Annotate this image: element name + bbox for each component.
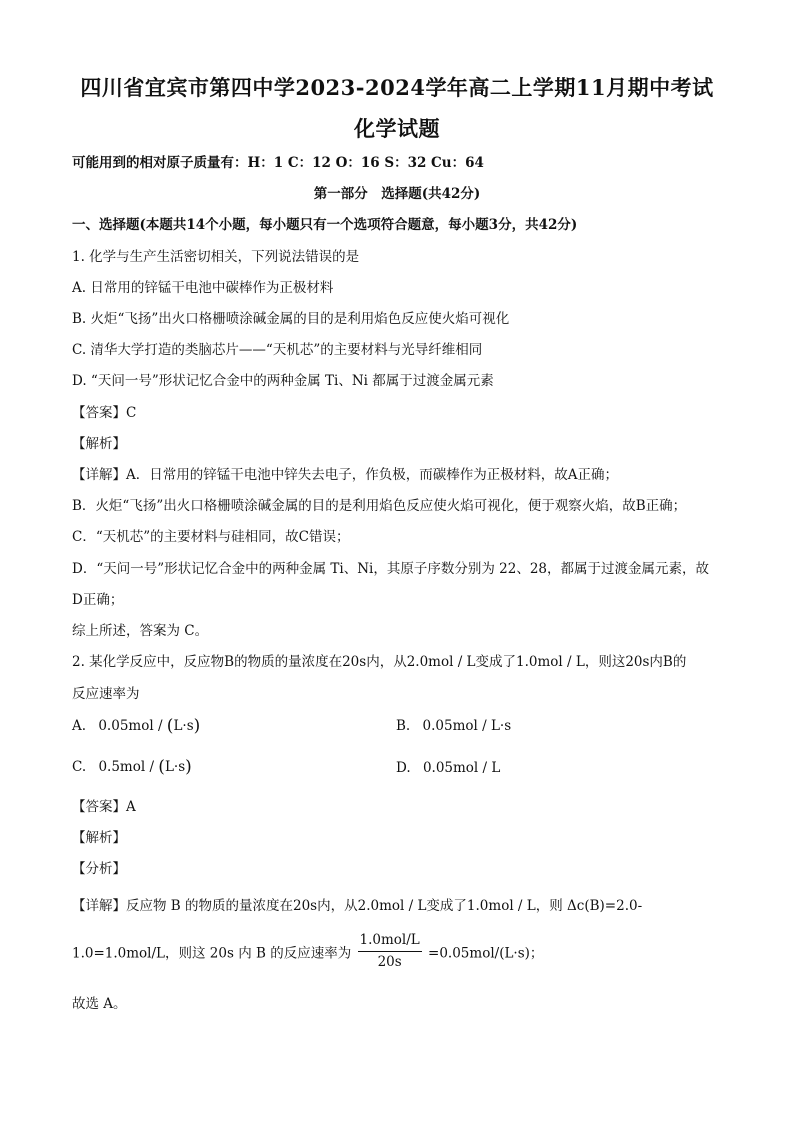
q1-detail-1: 【详解】A．日常用的锌锰干电池中锌失去电子，作负极，而碳棒作为正极材料，故A正确； bbox=[72, 467, 618, 483]
rate-fraction bbox=[358, 933, 422, 970]
q2-detail-2-post: =0.05mol/(L·s)； bbox=[428, 945, 544, 962]
q1-analysis: 【解析】 bbox=[72, 436, 126, 452]
q1-detail-3: C．“天机芯”的主要材料与硅相同，故C错误； bbox=[72, 529, 350, 545]
q2-analysis: 【解析】 bbox=[72, 830, 126, 846]
q1-detail-4: D．“天问一号”形状记忆合金中的两种金属 Ti、Ni，其原子序数分别为 22、28，都属于过渡金属元素，故 bbox=[72, 561, 710, 577]
q2-answer: 【答案】A bbox=[72, 799, 136, 815]
fraction-denominator: 20s bbox=[377, 953, 402, 970]
exam-subtitle: 化学试题 bbox=[354, 116, 440, 141]
q1-option-c: C. 清华大学打造的类脑芯片——“天机芯”的主要材料与光导纤维相同 bbox=[72, 342, 483, 358]
q2-option-a-label: A. bbox=[72, 718, 87, 734]
q2-option-b bbox=[396, 718, 511, 734]
q1-detail-2: B．火炬“飞扬”出火口格栅喷涂碱金属的目的是利用焰色反应使火焰可视化，便于观察火焰，故B正确； bbox=[72, 498, 687, 514]
q2-option-c-label: C. bbox=[72, 759, 87, 775]
section-title: 一、选择题(本题共14个小题，每小题只有一个选项符合题意，每小题3分，共42分) bbox=[72, 217, 578, 233]
left-paren-icon: ( bbox=[158, 757, 165, 777]
q2-stem-2: 反应速率为 bbox=[72, 686, 140, 702]
q2-option-b-label: B. bbox=[396, 718, 411, 734]
q2-detail-2 bbox=[72, 933, 543, 970]
q2-option-c bbox=[72, 757, 192, 777]
right-paren-icon: ) bbox=[193, 716, 201, 736]
q1-option-a: A. 日常用的锌锰干电池中碳棒作为正极材料 bbox=[72, 280, 334, 296]
q2-option-c-unit: L·s bbox=[164, 759, 186, 775]
q2-conclusion: 故选 A。 bbox=[72, 996, 127, 1012]
q1-summary: 综上所述，答案为 C。 bbox=[72, 623, 209, 639]
left-paren-icon: ( bbox=[166, 716, 174, 736]
exam-title: 四川省宜宾市第四中学2023-2024学年高二上学期11月期中考试 bbox=[80, 75, 714, 100]
q2-fenxi: 【分析】 bbox=[72, 861, 126, 877]
atomic-masses: 可能用到的相对原子质量有：H：1 C：12 O：16 S：32 Cu：64 bbox=[72, 155, 484, 171]
q1-stem: 1. 化学与生产生活密切相关，下列说法错误的是 bbox=[72, 249, 360, 265]
q2-option-d bbox=[396, 760, 500, 776]
q2-stem-1: 2. 某化学反应中，反应物B的物质的量浓度在20s内，从2.0mol / L变成了1.0mol / L，则这20s内B的 bbox=[72, 654, 687, 670]
q1-option-d: D. “天问一号”形状记忆合金中的两种金属 Ti、Ni 都属于过渡金属元素 bbox=[72, 373, 494, 389]
q1-detail-5: D正确； bbox=[72, 592, 124, 608]
q2-option-a-value: 0.05mol / bbox=[98, 718, 163, 734]
q2-option-b-value: 0.05mol / L·s bbox=[422, 718, 512, 734]
q1-option-b: B. 火炬“飞扬”出火口格栅喷涂碱金属的目的是利用焰色反应使火焰可视化 bbox=[72, 311, 510, 327]
right-paren-icon: ) bbox=[185, 757, 192, 777]
q2-option-a bbox=[72, 716, 200, 736]
q1-answer: 【答案】C bbox=[72, 405, 137, 421]
q2-option-d-label: D. bbox=[396, 760, 411, 776]
q2-detail-1: 【详解】反应物 B 的物质的量浓度在20s内，从2.0mol / L变成了1.0mol / L，则 Δc(B)=2.0- bbox=[72, 898, 643, 914]
q2-option-d-value: 0.05mol / L bbox=[422, 760, 501, 776]
q2-detail-2-pre: 1.0=1.0mol/L，则这 20s 内 B 的反应速率为 bbox=[72, 945, 352, 962]
fraction-numerator: 1.0mol/L bbox=[358, 933, 422, 952]
q2-option-a-unit: L·s bbox=[173, 718, 194, 734]
part-title: 第一部分 选择题(共42分) bbox=[313, 186, 481, 202]
q2-option-c-value: 0.5mol / bbox=[98, 759, 154, 775]
